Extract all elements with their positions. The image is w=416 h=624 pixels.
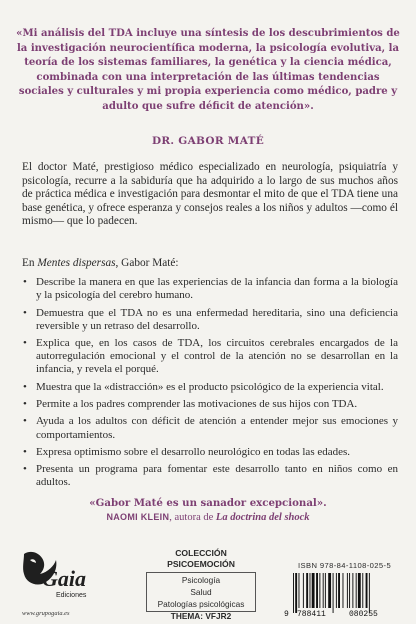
category-box (146, 572, 256, 612)
bullets-intro (22, 257, 398, 269)
endorsement-quote: «Gabor Maté es un sanador excepcional». (89, 497, 327, 509)
list-item: • Permite a los padres comprender las motivaciones de sus hijos con TDA. (22, 398, 398, 411)
barcode-digits-1: 788411 (297, 610, 326, 617)
barcode-bar (369, 573, 370, 613)
barcode-bar (293, 573, 294, 613)
barcode-bar (306, 573, 308, 608)
endorsement-attribution (0, 512, 416, 523)
category-item: Psicología (181, 575, 221, 585)
bullet-list (22, 276, 398, 494)
barcode-bar (352, 573, 353, 608)
barcode-bars (293, 573, 370, 613)
publisher-url: www.grupogaia.es (22, 610, 70, 617)
barcode-bar (333, 573, 334, 613)
top-quote-author: DR. GABOR MATÉ (151, 135, 265, 147)
barcode-bar (343, 573, 344, 608)
category-item: Salud (190, 587, 212, 597)
barcode-digits-2: 080255 (349, 610, 378, 617)
barcode-bar (336, 573, 337, 608)
isbn-label: ISBN 978-84-1108-025-5 (298, 561, 392, 570)
top-quote: «Mi análisis del TDA incluye una síntesis de los descubrimientos de la investigación neurocientífica moderna, la psicología evolutiva, la teoría de los sistemas familiares, la genética y la ciencia médica, combinada con una interpretación de las últimas tendencias sociales y culturales y mi propia experiencia como médico, padre y adulto que sufre déficit de atención». (16, 28, 400, 112)
list-item: • Ayuda a los adultos con déficit de atención a entender mejor sus emociones y comportamientos. (22, 415, 398, 441)
barcode-bar (362, 573, 363, 608)
barcode-digit-left: 9 (284, 610, 289, 617)
list-item: • Muestra que la «distracción» es el producto psicológico de la experiencia vital. (22, 381, 398, 394)
logo-word: Gaia (42, 566, 86, 591)
list-item: • Describe la manera en que las experiencias de la infancia dan forma a la biología y la psicología del cerebro humano. (22, 276, 398, 302)
endorsement-author: NAOMI KLEIN (106, 512, 170, 522)
barcode-bar (295, 573, 297, 613)
collection-line1: COLECCIÓN (175, 548, 227, 558)
collection-heading (146, 548, 256, 569)
thema-code: THEMA: VFJR2 (170, 611, 232, 621)
description-paragraph: El doctor Maté, prestigioso médico especializado en neurología, psiquiatría y psicología, recurre a la sabiduría que ha adquirido a lo largo de sus muchos años de práctica médica e investigación para desmontar el mito de que el TDA tiene una base genética, y ofrece esperanza y consejos reales a los niños y adultos —como él mismo— que lo padecen. (22, 161, 398, 228)
barcode-bar (325, 573, 326, 608)
list-item: • Presenta un programa para fomentar este desarrollo tanto en niños como en adultos. (22, 463, 398, 489)
collection-line2: PSICOEMOCIÓN (167, 558, 235, 569)
gaia-logo (20, 548, 92, 608)
barcode-bar (366, 573, 368, 608)
category-item: Patologías psicológicas (157, 599, 245, 609)
barcode-bar (349, 573, 350, 608)
barcode-bar (319, 573, 320, 608)
barcode (283, 573, 403, 617)
endorsement-author-suffix: , autora de (169, 512, 216, 523)
barcode-bar (347, 573, 348, 608)
barcode-bar (299, 573, 300, 608)
intro-prefix: En (22, 257, 38, 269)
barcode-bar (358, 573, 361, 608)
list-item: • Demuestra que el TDA no es una enfermedad hereditaria, sino una deficiencia reversible y un retraso del desarrollo. (22, 307, 398, 333)
barcode-bar (312, 573, 315, 608)
barcode-bar (356, 573, 357, 608)
intro-book-title: Mentes dispersas (37, 257, 116, 269)
barcode-bar (310, 573, 311, 608)
logo-sub: Ediciones (56, 592, 87, 599)
barcode-bar (338, 573, 340, 608)
barcode-bar (323, 573, 324, 608)
intro-suffix: , Gabor Maté: (115, 257, 179, 269)
list-item: • Explica que, en los casos de TDA, los circuitos cerebrales encargados de la autorregulación emocional y el control de la atención no se desarrollan en la infancia, y revela el porqué. (22, 337, 398, 377)
barcode-bar (316, 573, 318, 608)
barcode-bar (328, 573, 331, 608)
barcode-bar (303, 573, 304, 608)
list-item: • Expresa optimismo sobre el desarrollo neurológico en todas las edades. (22, 446, 398, 459)
endorsement-book: La doctrina del shock (215, 512, 310, 523)
